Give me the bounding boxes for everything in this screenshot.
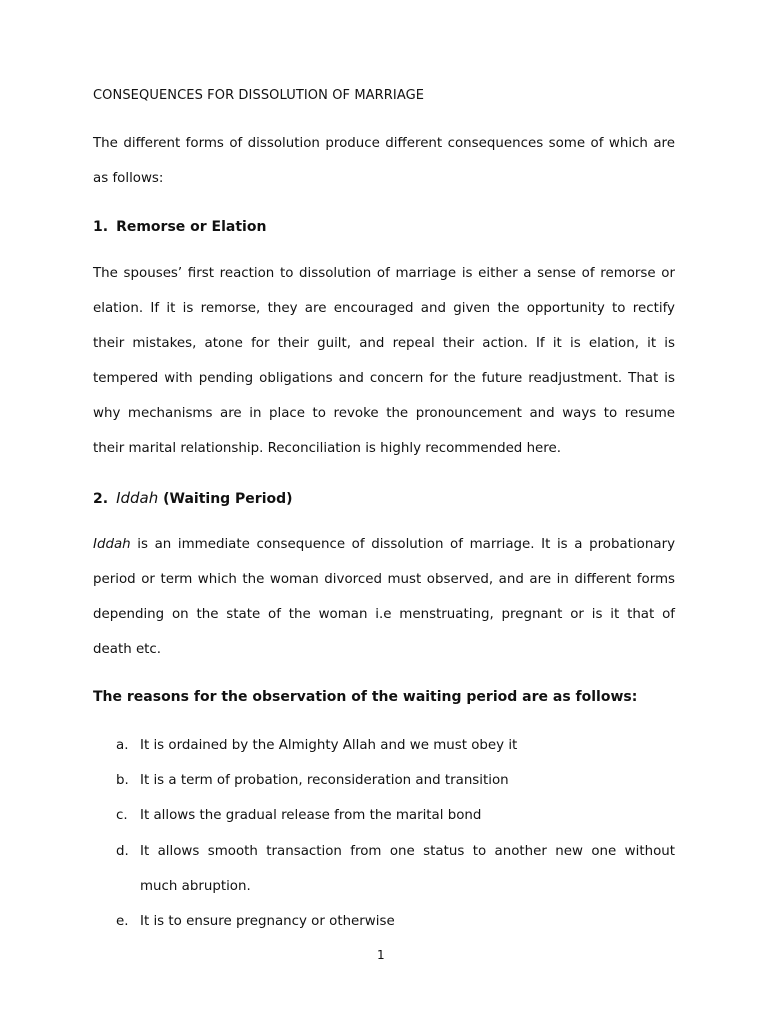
list-item-text: It allows the gradual release from the marital bond xyxy=(140,808,482,823)
list-item xyxy=(116,834,675,904)
section-1-title: Remorse or Elation xyxy=(116,219,267,235)
section-1-line: their marital relationship. Reconciliation is highly recommended here. xyxy=(93,441,561,456)
section-2-first-line xyxy=(93,527,675,562)
section-2-title: (Waiting Period) xyxy=(158,491,293,507)
section-2-paragraph xyxy=(93,527,675,667)
list-item-text: It is ordained by the Almighty Allah and we must obey it xyxy=(140,738,518,753)
page-number: 1 xyxy=(377,948,385,962)
list-marker: d. xyxy=(116,844,129,859)
iddah-term: Iddah xyxy=(93,537,131,552)
intro-paragraph xyxy=(93,126,675,196)
section-1-heading xyxy=(93,216,266,238)
list-item-first-line xyxy=(116,834,675,869)
section-2-line: depending on the state of the woman i.e menstruating, pregnant or is it that of xyxy=(93,607,675,622)
section-1-line: tempered with pending obligations and concern for the future readjustment. That is xyxy=(93,371,675,386)
list-item-text: It is to ensure pregnancy or otherwise xyxy=(140,914,395,929)
list-item xyxy=(116,763,509,798)
list-marker: c. xyxy=(116,808,128,823)
section-2-line: period or term which the woman divorced must observed, and are in different forms xyxy=(93,572,675,587)
section-2-first-line-text: is an immediate consequence of dissolution of marriage. It is a probationary xyxy=(130,537,675,552)
list-item-continuation: much abruption. xyxy=(140,879,251,894)
section-1-line: elation. If it is remorse, they are encouraged and given the opportunity to rectify xyxy=(93,301,675,316)
section-1-line: why mechanisms are in place to revoke the pronouncement and ways to resume xyxy=(93,406,675,421)
section-1-line: their mistakes, atone for their guilt, and repeal their action. If it is elation, it is xyxy=(93,336,675,351)
section-1-paragraph xyxy=(93,256,675,466)
document-title: CONSEQUENCES FOR DISSOLUTION OF MARRIAGE xyxy=(93,88,425,103)
list-item-text: It allows smooth transaction from one status to another new one without xyxy=(140,844,675,859)
section-2-line: death etc. xyxy=(93,642,162,657)
list-item xyxy=(116,904,395,939)
section-2-term: Iddah xyxy=(116,489,159,507)
list-item-text: It is a term of probation, reconsideration and transition xyxy=(140,773,509,788)
list-marker: b. xyxy=(116,773,129,788)
intro-line: The different forms of dissolution produce different consequences some of which are xyxy=(93,136,675,151)
intro-line: as follows: xyxy=(93,171,164,186)
list-marker: e. xyxy=(116,914,129,929)
list-marker: a. xyxy=(116,738,129,753)
section-1-line: The spouses’ first reaction to dissolution of marriage is either a sense of remorse or xyxy=(93,266,675,281)
section-1-number: 1. xyxy=(93,219,109,235)
section-2-number: 2. xyxy=(93,491,109,507)
reasons-heading: The reasons for the observation of the waiting period are as follows: xyxy=(93,689,638,705)
list-item xyxy=(116,798,481,833)
list-item xyxy=(116,728,517,763)
section-2-heading xyxy=(93,487,293,510)
